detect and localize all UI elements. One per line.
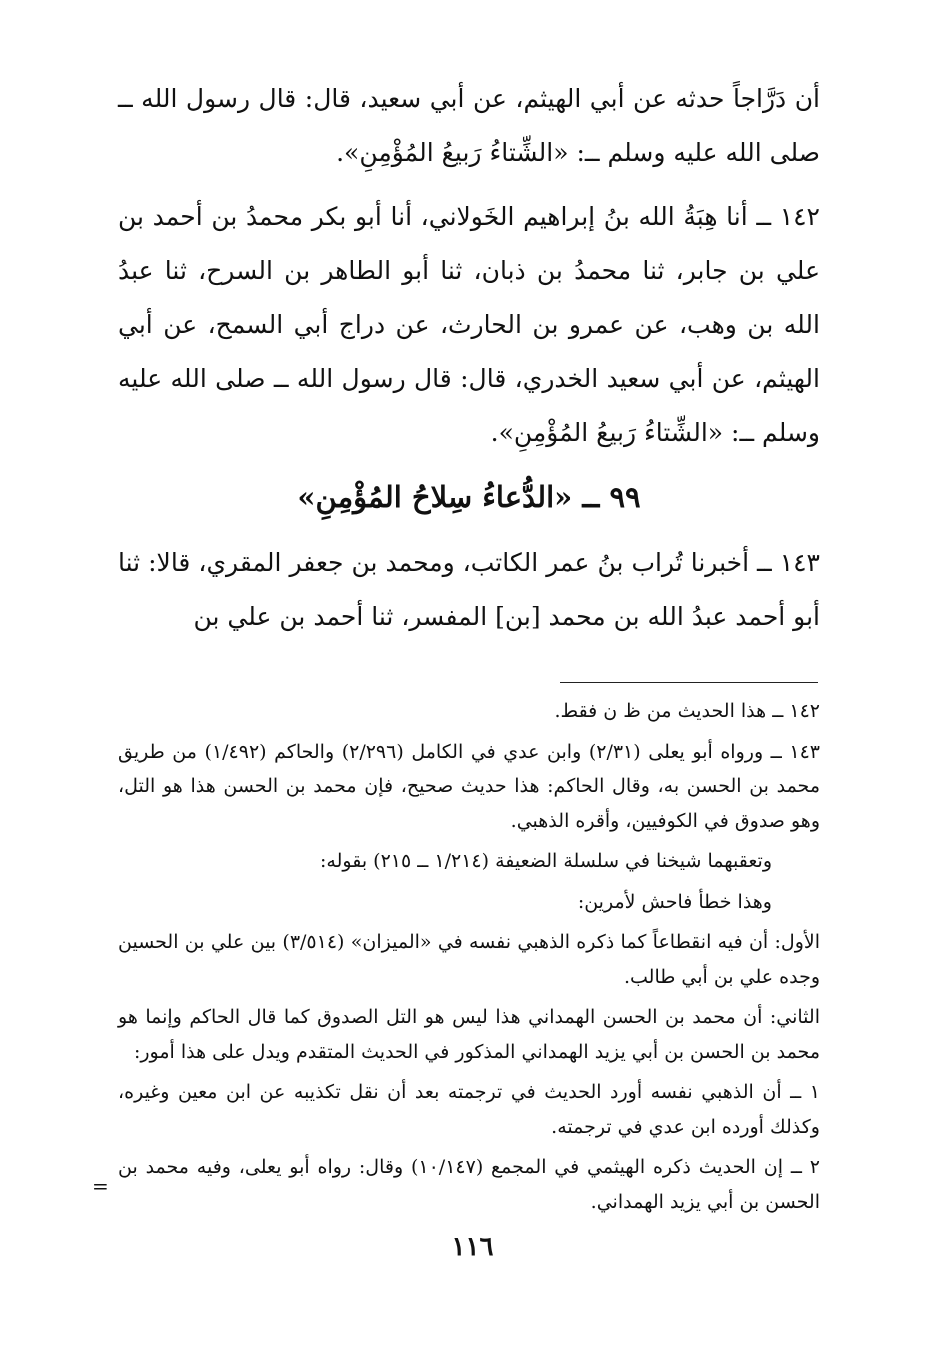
footnotes <box>118 694 820 1225</box>
footnote-143: ١٤٣ ــ ورواه أبو يعلى (٢/٣١) وابن عدي في الكامل (٢/٢٩٦) والحاكم (١/٤٩٢) من طريق محمد بن الحسن به، وقال الحاكم: هذا حديث صحيح، فإن محمد بن الحسن هذا هو التل، وهو صدوق في الكوفيين، وأقره الذهبي. <box>118 740 821 832</box>
footnote-point-1: ١ ــ أن الذهبي نفسه أورد الحديث في ترجمته بعد أن نقل تكذيبه عن ابن معين وغيره، وكذلك أورده ابن عدي في ترجمته. <box>118 1081 820 1138</box>
footnote-142: ١٤٢ ــ هذا الحديث من ظ ن فقط. <box>554 700 820 722</box>
footnote-line: وتعقبهما شيخنا في سلسلة الضعيفة (١/٢١٤ ــ ٢١٥) بقوله: <box>320 850 772 872</box>
footnote-first-reason: الأول: أن فيه انقطاعاً كما ذكره الذهبي نفسه في «الميزان» (٣/٥١٤) بين علي بن الحسين وجده علي بن أبي طالب. <box>118 931 820 988</box>
paragraph-continuation: أن دَرَّاجاً حدثه عن أبي الهيثم، عن أبي سعيد، قال: قال رسول الله ــ صلى الله عليه وسلم ــ: «الشِّتاءُ رَبيعُ المُؤْمِنِ». <box>118 84 820 167</box>
footnote-line: وهذا خطأ فاحش لأمرين: <box>577 890 772 913</box>
footnote-second-reason: الثاني: أن محمد بن الحسن الهمداني هذا ليس هو التل الصدوق كما قال الحاكم وإنما هو محمد بن الحسن بن أبي يزيد الهمداني المذكور في الحديث المتقدم ويدل على هذا أمور: <box>118 1006 820 1063</box>
continuation-mark: = <box>92 1174 109 1198</box>
hadith-143: ١٤٣ ــ أخبرنا تُراب بنُ عمر الكاتب، ومحمد بن جعفر المقري، قالا: ثنا أبو أحمد عبدُ الله بن محمد [بن] المفسر، ثنا أحمد بن علي بن <box>118 548 820 631</box>
footnote-point-2: ٢ ــ إن الحديث ذكره الهيثمي في المجمع (١٠/١٤٧) وقال: رواه أبو يعلى، وفيه محمد بن الحسن بن أبي يزيد الهمداني. <box>118 1156 820 1213</box>
section-heading-99: ٩٩ ــ «الدُّعاءُ سِلاحُ المُؤْمِنِ» <box>297 480 641 514</box>
footnote-separator <box>560 682 818 683</box>
page-number: ١١٦ <box>451 1232 494 1262</box>
hadith-142: ١٤٢ ــ أنا هِبَةُ الله بنُ إبراهيم الخَولاني، أنا أبو بكر محمدُ بن أحمد بن علي بن جابر، ثنا محمدُ بن ذبان، ثنا أبو الطاهر بن السرح، ثنا عبدُ الله بن وهب، عن عمرو بن الحارث، عن دراج أبي السمح، عن أبي الهيثم، عن أبي سعيد الخدري، قال: قال رسول الله ــ صلى الله عليه وسلم ــ: «الشِّتاءُ رَبيعُ المُؤْمِنِ». <box>118 202 820 447</box>
main-text <box>118 72 820 654</box>
